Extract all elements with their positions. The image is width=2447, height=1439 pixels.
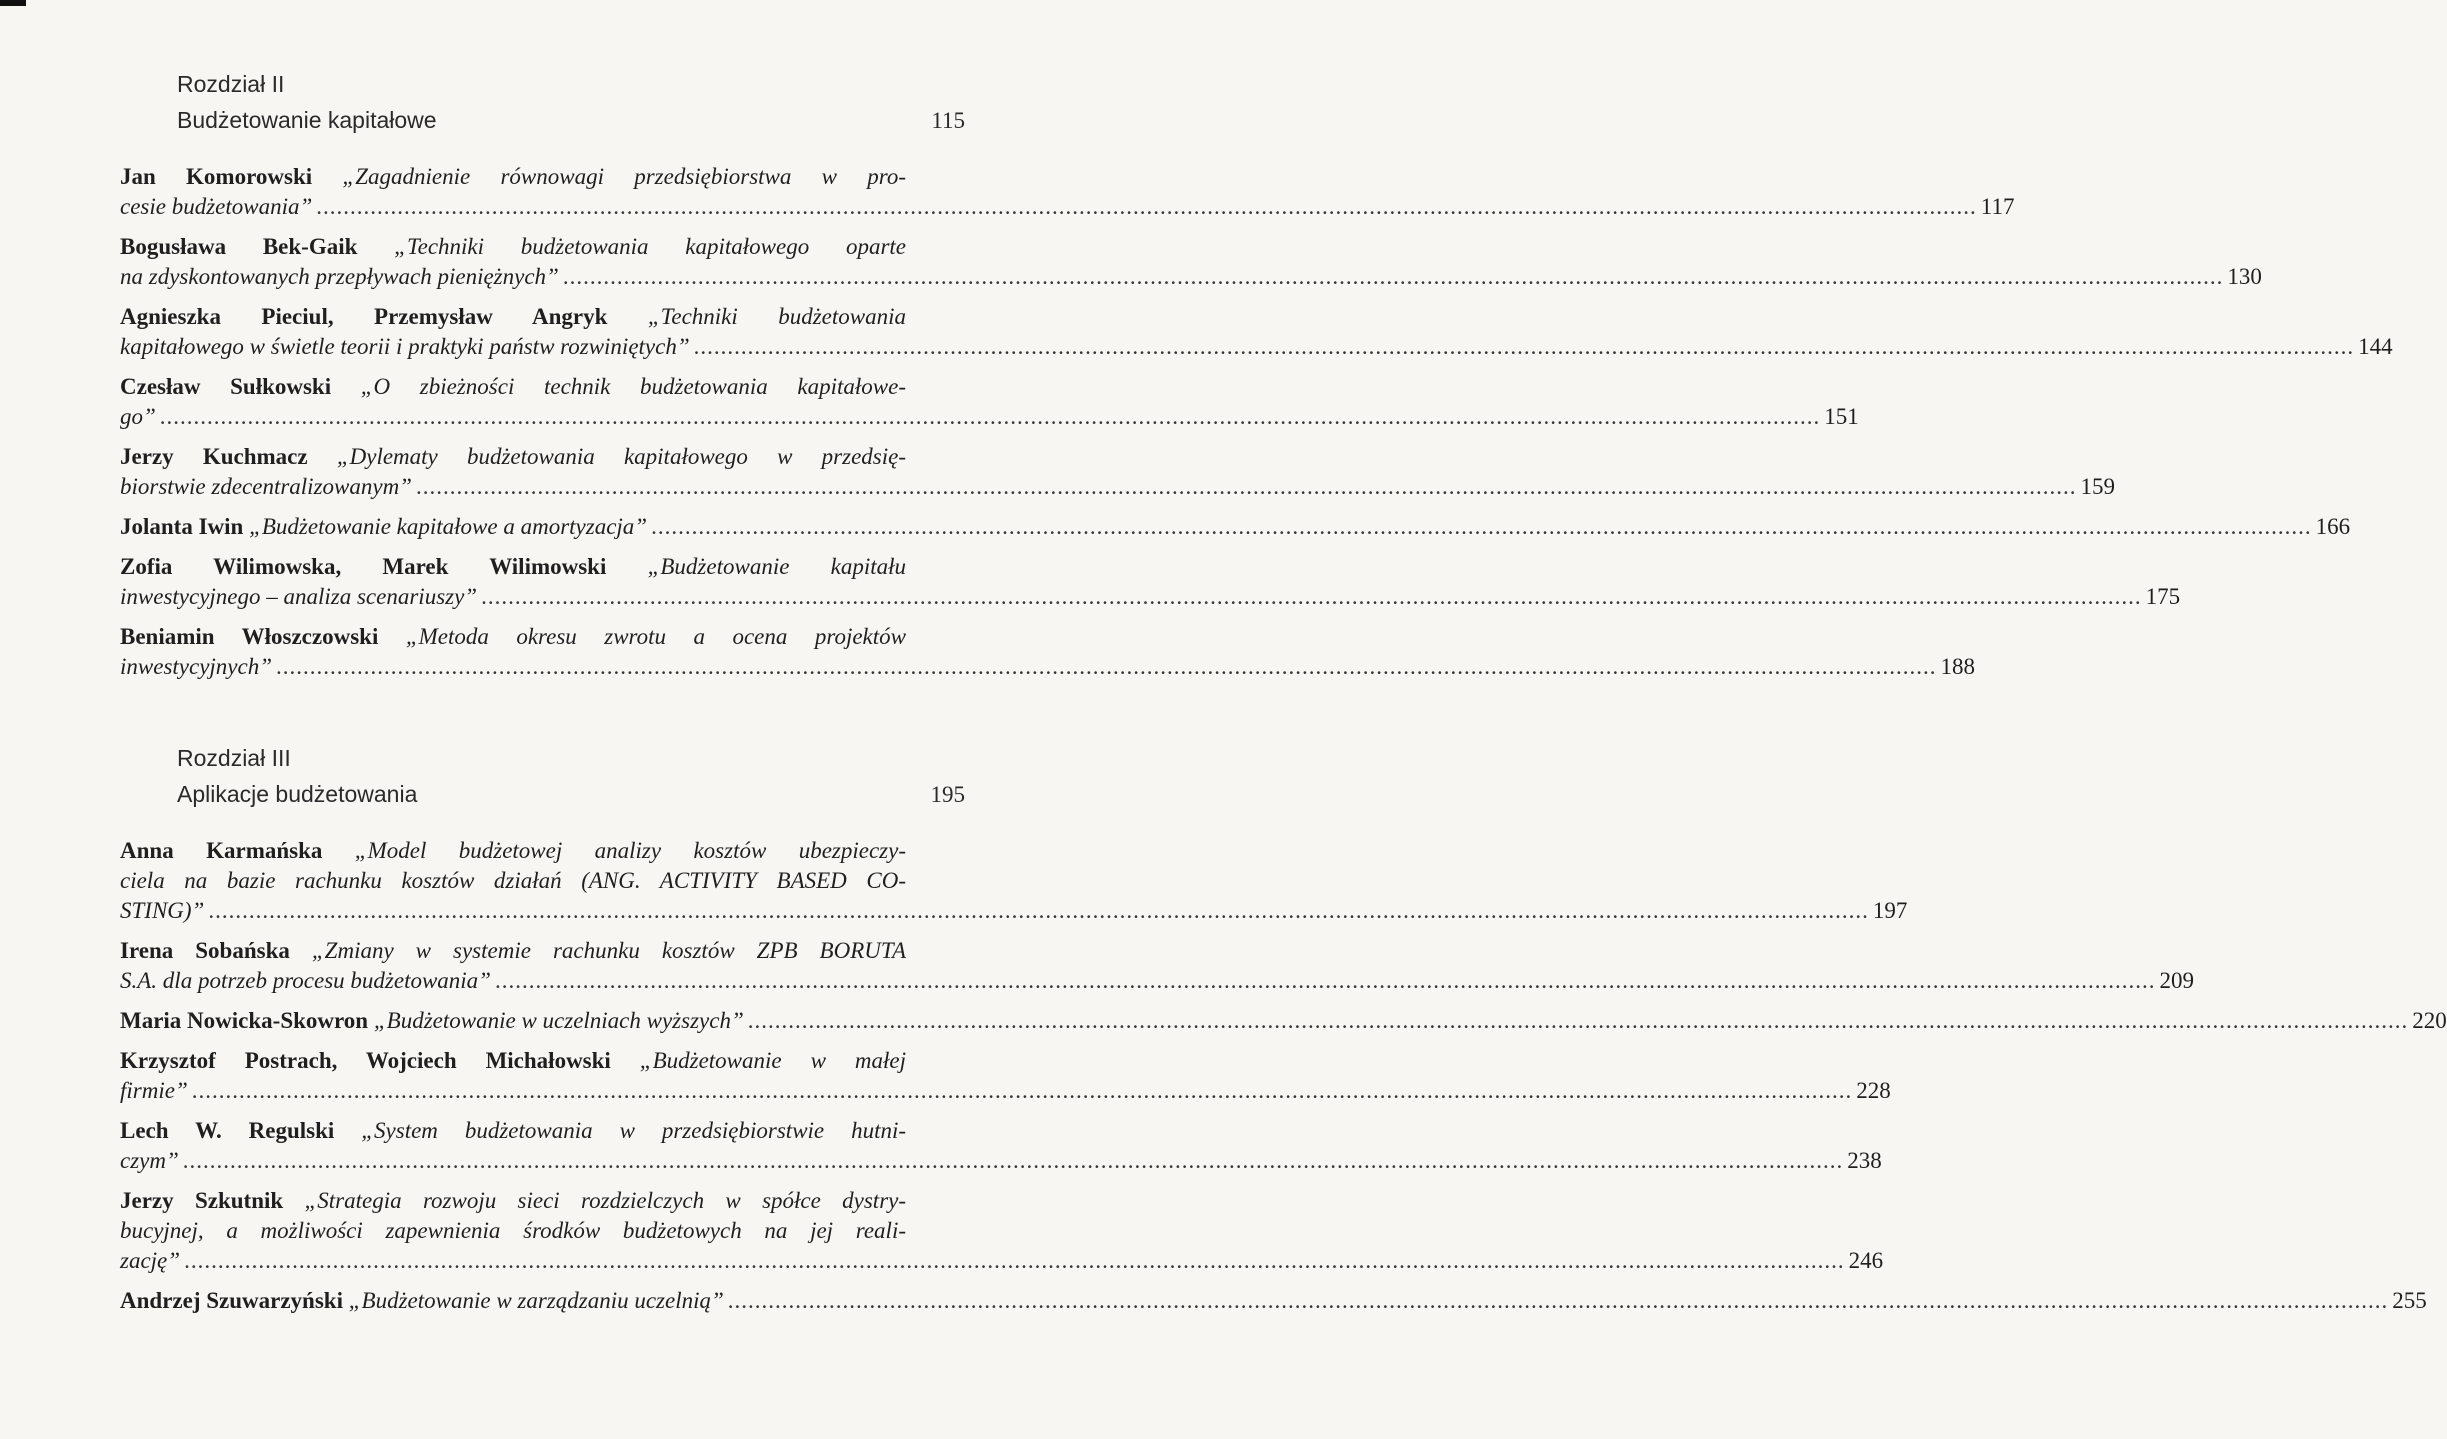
entry-page: 197 [1872, 898, 1908, 923]
entry-title: „Dylematy budżetowania kapitałowego w przedsię- [336, 444, 906, 469]
leader-dots [651, 512, 2312, 542]
toc-entry[interactable] [120, 1006, 2447, 1036]
toc-entry[interactable] [120, 1186, 1884, 1276]
toc-entry[interactable] [120, 1116, 1882, 1176]
entry-title: „Budżetowanie w zarządzaniu uczelnią” [348, 1288, 724, 1313]
toc-entry[interactable] [120, 936, 2194, 996]
chapter-heading [120, 740, 967, 812]
entry-page: 175 [2145, 584, 2181, 609]
chapter-page: 195 [930, 782, 965, 807]
entry-title-continued: inwestycyjnego – analiza scenariuszy” [120, 584, 478, 609]
scan-corner-mark [0, 0, 26, 6]
entry-title-continued: zację” [120, 1248, 181, 1273]
toc-entry[interactable] [120, 442, 2115, 502]
chapter-entries [120, 152, 2393, 682]
entry-author: Agnieszka Pieciul, Przemysław Angryk [120, 304, 608, 329]
toc-entry[interactable] [120, 512, 2351, 542]
toc-entry[interactable] [120, 622, 1976, 682]
entry-title: „Techniki budżetowania [647, 304, 907, 329]
entry-title-continued: STING)” [120, 898, 205, 923]
entry-title-continued: czym” [120, 1148, 179, 1173]
leader-dots [183, 1146, 1844, 1176]
entry-title: „Zagadnienie równowagi przedsiębiorstwa w pro- [342, 164, 906, 189]
toc-entry[interactable] [120, 232, 2262, 292]
entry-title: „System budżetowania w przedsiębiorstwie hutni- [361, 1118, 907, 1143]
entry-page: 144 [2358, 334, 2393, 359]
entry-title-continued: cesie budżetowania” [120, 194, 313, 219]
leader-dots [481, 582, 2142, 612]
entry-title: „Techniki budżetowania kapitałowego oparte [394, 234, 907, 259]
entry-page: 188 [1940, 654, 1976, 679]
entry-title: „O zbieżności technik budżetowania kapitałowe- [360, 374, 907, 399]
leader-dots [276, 652, 1937, 682]
entry-page: 159 [2080, 474, 2115, 499]
entry-author: Bogusława Bek-Gaik [120, 234, 358, 259]
leader-dots [192, 1076, 1853, 1106]
entry-title: „Zmiany w systemie rachunku kosztów ZPB BORUTA [311, 938, 907, 963]
entry-page: 117 [1980, 194, 2015, 219]
chapter-entries [120, 826, 2447, 1316]
entry-author: Czesław Sułkowski [120, 374, 332, 399]
entry-author: Krzysztof Postrach, Wojciech Michałowski [120, 1048, 611, 1073]
toc-entry[interactable] [120, 1286, 2427, 1316]
entry-author: Jerzy Szkutnik [120, 1188, 284, 1213]
entry-title-continued: ciela na bazie rachunku kosztów działań (ANG. ACTIVITY BASED CO- [120, 868, 906, 893]
entry-title-continued: S.A. dla potrzeb procesu budżetowania” [120, 968, 491, 993]
chapter-title: Budżetowanie kapitałowe [177, 107, 437, 133]
entry-title-continued: biorstwie zdecentralizowanym” [120, 474, 412, 499]
toc-entry[interactable] [120, 836, 1908, 926]
entry-page: 238 [1847, 1148, 1882, 1173]
entry-title: „Metoda okresu zwrotu a ocena projektów [405, 624, 906, 649]
entry-page: 220 [2412, 1008, 2447, 1033]
entry-title-continued: firmie” [120, 1078, 188, 1103]
toc-entry[interactable] [120, 162, 2015, 222]
leader-dots [160, 402, 1821, 432]
entry-page: 166 [2315, 514, 2351, 539]
entry-author: Maria Nowicka-Skowron [120, 1008, 369, 1033]
entry-author: Jan Komorowski [120, 164, 313, 189]
leader-dots [563, 262, 2224, 292]
leader-dots [208, 896, 1869, 926]
entry-author: Jerzy Kuchmacz [120, 444, 308, 469]
toc-entry[interactable] [120, 302, 2393, 362]
entry-author: Lech W. Regulski [120, 1118, 335, 1143]
entry-title: „Strategia rozwoju sieci rozdzielczych w spółce dystry- [304, 1188, 907, 1213]
leader-dots [416, 472, 2077, 502]
leader-dots [694, 332, 2355, 362]
entry-title-continued: inwestycyjnych” [120, 654, 273, 679]
entry-author: Zofia Wilimowska, Marek Wilimowski [120, 554, 607, 579]
leader-dots [748, 1006, 2409, 1036]
entry-author: Irena Sobańska [120, 938, 290, 963]
entry-page: 130 [2227, 264, 2262, 289]
entry-title: „Budżetowanie kapitałowe a amortyzacja” [249, 514, 648, 539]
entry-title: „Budżetowanie w uczelniach wyższych” [373, 1008, 744, 1033]
entry-title: „Budżetowanie w małej [639, 1048, 906, 1073]
toc-entry[interactable] [120, 372, 1859, 432]
entry-title-continued: kapitałowego w świetle teorii i praktyki państw rozwiniętych” [120, 334, 690, 359]
leader-dots [184, 1246, 1845, 1276]
chapter-page: 115 [931, 108, 965, 133]
entry-page: 246 [1848, 1248, 1884, 1273]
chapter-number: Rozdział II [177, 71, 285, 97]
entry-title: „Model budżetowej analizy kosztów ubezpieczy- [354, 838, 907, 863]
entry-author: Anna Karmańska [120, 838, 323, 863]
entry-title-continued: bucyjnej, a możliwości zapewnienia środków budżetowych na jej reali- [120, 1218, 906, 1243]
toc-entry[interactable] [120, 552, 2181, 612]
chapter-heading [120, 66, 967, 138]
entry-page: 255 [2392, 1288, 2427, 1313]
entry-title-continued: go” [120, 404, 156, 429]
leader-dots [728, 1286, 2389, 1316]
entry-author: Jolanta Iwin [120, 514, 244, 539]
entry-page: 151 [1824, 404, 1859, 429]
toc-entry[interactable] [120, 1046, 1891, 1106]
chapter-title: Aplikacje budżetowania [177, 781, 418, 807]
leader-dots [316, 192, 1977, 222]
entry-title-continued: na zdyskontowanych przepływach pieniężnych” [120, 264, 559, 289]
entry-author: Andrzej Szuwarzyński [120, 1288, 343, 1313]
entry-page: 209 [2159, 968, 2194, 993]
entry-title: „Budżetowanie kapitału [647, 554, 907, 579]
leader-dots [495, 966, 2156, 996]
entry-author: Beniamin Włoszczowski [120, 624, 379, 649]
chapter-number: Rozdział III [177, 745, 291, 771]
entry-page: 228 [1856, 1078, 1891, 1103]
